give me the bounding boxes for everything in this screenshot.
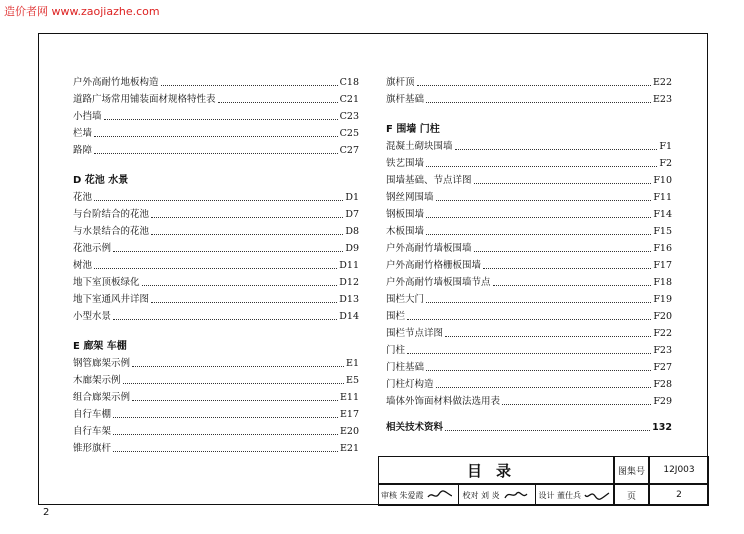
toc-entry-title: 围栏节点详图 <box>386 328 444 339</box>
toc-entry-code: D7 <box>345 209 359 220</box>
toc-entry-code: C25 <box>339 128 359 139</box>
toc-entry-code: D13 <box>339 294 359 305</box>
toc-entry-code: C18 <box>339 77 359 88</box>
toc-list-c <box>73 74 359 159</box>
toc-entry-title: 围栏大门 <box>386 294 425 305</box>
toc-entry-code: F18 <box>653 277 672 288</box>
toc-entry-title: 道路广场常用铺装面材规格特性表 <box>73 94 216 105</box>
toc-entry-code: F14 <box>653 209 672 220</box>
toc-entry-title: 小型水景 <box>73 311 112 322</box>
leader-dots <box>94 153 338 154</box>
page-value: 2 <box>649 484 709 506</box>
toc-entry-code: D8 <box>345 226 359 237</box>
design-text: 设计 董仕兵 <box>538 490 582 500</box>
section-heading-e: E 廊架 车棚 <box>73 341 127 352</box>
leader-dots <box>407 319 651 320</box>
leader-dots <box>455 149 658 150</box>
drawing-frame <box>38 33 708 505</box>
toc-entry-title: 地下室顶板绿化 <box>73 277 140 288</box>
toc-row <box>386 274 672 291</box>
toc-list-e <box>73 355 359 457</box>
leader-dots <box>417 85 651 86</box>
toc-entry-code: D1 <box>345 192 359 203</box>
leader-dots <box>426 302 651 303</box>
page-label: 页 <box>614 484 649 506</box>
leader-dots <box>142 285 338 286</box>
leader-dots <box>407 353 651 354</box>
toc-row <box>73 189 359 206</box>
toc-row <box>386 172 672 189</box>
leader-dots <box>445 336 651 337</box>
toc-entry-code: F2 <box>659 158 672 169</box>
toc-row <box>73 125 359 142</box>
toc-entry-title: 与水景结合的花池 <box>73 226 150 237</box>
toc-row <box>386 325 672 342</box>
toc-row <box>386 74 672 91</box>
toc-entry-title: 相关技术资料 <box>386 422 444 433</box>
toc-entry-code: D12 <box>339 277 359 288</box>
leader-dots <box>426 217 651 218</box>
section-heading-d: D 花池 水景 <box>73 175 129 186</box>
toc-entry-title: 锥形旗杆 <box>73 443 112 454</box>
toc-entry-title: 墙体外饰面材料做法选用表 <box>386 396 501 407</box>
toc-entry-code: F28 <box>653 379 672 390</box>
toc-entry-title: 钢管廊架示例 <box>73 358 131 369</box>
toc-entry-title: 围墙基础、节点详图 <box>386 175 472 186</box>
leader-dots <box>113 319 337 320</box>
toc-entry-code: D11 <box>339 260 359 271</box>
toc-entry-code: E1 <box>346 358 359 369</box>
toc-row <box>73 74 359 91</box>
toc-list-e-continued <box>386 74 672 108</box>
leader-dots <box>94 136 338 137</box>
toc-entry-code: C21 <box>339 94 359 105</box>
toc-row <box>73 257 359 274</box>
toc-row <box>386 138 672 155</box>
toc-entry-title: 户外高耐竹墙板围墙 <box>386 243 472 254</box>
toc-row <box>386 342 672 359</box>
toc-row <box>73 389 359 406</box>
toc-entry-title: 木廊架示例 <box>73 375 121 386</box>
toc-entry-title: 木板围墙 <box>386 226 425 237</box>
toc-entry-code: F10 <box>653 175 672 186</box>
toc-entry-code: C23 <box>339 111 359 122</box>
toc-entry-title: 栏墙 <box>73 128 93 139</box>
toc-row <box>386 155 672 172</box>
leader-dots <box>426 102 651 103</box>
toc-entry-title: 铁艺围墙 <box>386 158 425 169</box>
leader-dots <box>483 268 651 269</box>
toc-row <box>73 355 359 372</box>
toc-entry-code: D14 <box>339 311 359 322</box>
leader-dots <box>161 85 338 86</box>
leader-dots <box>426 234 651 235</box>
page-number: 2 <box>43 507 50 518</box>
review-text: 审核 朱爱霞 <box>381 490 424 500</box>
toc-entry-code: F23 <box>653 345 672 356</box>
toc-entry-code: F20 <box>653 311 672 322</box>
toc-entry-code: F16 <box>653 243 672 254</box>
toc-entry-code: F29 <box>653 396 672 407</box>
toc-right-column <box>386 74 672 436</box>
toc-row <box>386 206 672 223</box>
toc-row <box>386 291 672 308</box>
toc-entry-title: 钢丝网围墙 <box>386 192 434 203</box>
toc-entry-code: E11 <box>339 392 359 403</box>
toc-entry-title: 旗杆基础 <box>386 94 425 105</box>
toc-row <box>73 423 359 440</box>
toc-row <box>386 359 672 376</box>
toc-row <box>73 440 359 457</box>
toc-row <box>73 223 359 240</box>
toc-row <box>386 257 672 274</box>
section-heading-f: F 围墙 门柱 <box>386 124 440 135</box>
toc-left-column <box>73 74 359 457</box>
leader-dots <box>474 183 652 184</box>
toc-row <box>73 308 359 325</box>
watermark-text[interactable]: 造价者网 www.zaojiazhe.com <box>4 5 160 18</box>
review-signature <box>427 489 453 501</box>
check-signature <box>503 489 529 501</box>
toc-entry-title: 门柱 <box>386 345 406 356</box>
toc-entry-title: 花池 <box>73 192 93 203</box>
leader-dots <box>436 200 652 201</box>
toc-entry-title: 路障 <box>73 145 93 156</box>
toc-row <box>73 240 359 257</box>
toc-row-related <box>386 419 672 436</box>
toc-row <box>73 91 359 108</box>
leader-dots <box>151 234 343 235</box>
toc-row <box>386 189 672 206</box>
toc-row <box>73 108 359 125</box>
toc-entry-code: C27 <box>339 145 359 156</box>
toc-entry-code: F1 <box>659 141 672 152</box>
signature-row <box>378 484 614 506</box>
toc-entry-code: E21 <box>339 443 359 454</box>
leader-dots <box>104 119 338 120</box>
toc-entry-title: 门柱灯构造 <box>386 379 434 390</box>
toc-row <box>73 206 359 223</box>
title-block <box>378 456 709 506</box>
toc-entry-title: 户外高耐竹格栅板围墙 <box>386 260 482 271</box>
toc-list-f <box>386 138 672 410</box>
leader-dots <box>426 370 651 371</box>
toc-row <box>73 372 359 389</box>
leader-dots <box>436 387 652 388</box>
atlas-number-label: 图集号 <box>614 456 649 484</box>
toc-entry-code: E22 <box>652 77 672 88</box>
toc-entry-code: F22 <box>653 328 672 339</box>
leader-dots <box>113 434 338 435</box>
toc-entry-title: 自行车架 <box>73 426 112 437</box>
toc-entry-title: 地下室通风井详图 <box>73 294 150 305</box>
toc-list-d <box>73 189 359 325</box>
toc-entry-title: 混凝土砌块围墙 <box>386 141 453 152</box>
leader-dots <box>113 417 338 418</box>
toc-entry-title: 户外高耐竹地板构造 <box>73 77 159 88</box>
leader-dots <box>94 268 337 269</box>
toc-row <box>386 240 672 257</box>
toc-entry-code: F17 <box>653 260 672 271</box>
toc-entry-code: E23 <box>652 94 672 105</box>
toc-row <box>386 223 672 240</box>
toc-entry-title: 花池示例 <box>73 243 112 254</box>
toc-row <box>73 142 359 159</box>
toc-row <box>386 393 672 410</box>
toc-row <box>386 308 672 325</box>
title-block-title: 目录 <box>378 456 614 484</box>
leader-dots <box>151 217 343 218</box>
leader-dots <box>94 200 343 201</box>
toc-row <box>386 91 672 108</box>
toc-row <box>73 291 359 308</box>
leader-dots <box>218 102 338 103</box>
toc-entry-code: E20 <box>339 426 359 437</box>
toc-entry-code: 132 <box>652 422 672 433</box>
leader-dots <box>502 404 651 405</box>
toc-entry-title: 钢板围墙 <box>386 209 425 220</box>
toc-entry-code: F27 <box>653 362 672 373</box>
toc-entry-title: 树池 <box>73 260 93 271</box>
leader-dots <box>123 383 345 384</box>
leader-dots <box>493 285 652 286</box>
leader-dots <box>132 366 344 367</box>
leader-dots <box>113 451 338 452</box>
toc-entry-title: 门柱基础 <box>386 362 425 373</box>
check-text: 校对 刘 炎 <box>462 490 500 500</box>
toc-entry-title: 户外高耐竹墙板围墙节点 <box>386 277 491 288</box>
toc-entry-title: 与台阶结合的花池 <box>73 209 150 220</box>
leader-dots <box>151 302 337 303</box>
leader-dots <box>445 430 650 431</box>
toc-entry-title: 旗杆顶 <box>386 77 415 88</box>
toc-entry-code: F11 <box>653 192 672 203</box>
toc-entry-code: F15 <box>653 226 672 237</box>
atlas-number-value: 12J003 <box>649 456 709 484</box>
leader-dots <box>426 166 657 167</box>
toc-row <box>73 406 359 423</box>
leader-dots <box>474 251 652 252</box>
toc-entry-title: 小挡墙 <box>73 111 102 122</box>
leader-dots <box>113 251 343 252</box>
design-signature <box>584 489 610 501</box>
leader-dots <box>132 400 338 401</box>
toc-row <box>386 376 672 393</box>
toc-entry-title: 组合廊架示例 <box>73 392 131 403</box>
toc-entry-code: D9 <box>345 243 359 254</box>
toc-entry-title: 自行车棚 <box>73 409 112 420</box>
toc-entry-code: E5 <box>346 375 359 386</box>
toc-entry-code: E17 <box>339 409 359 420</box>
toc-entry-code: F19 <box>653 294 672 305</box>
toc-entry-title: 围栏 <box>386 311 406 322</box>
toc-row <box>73 274 359 291</box>
